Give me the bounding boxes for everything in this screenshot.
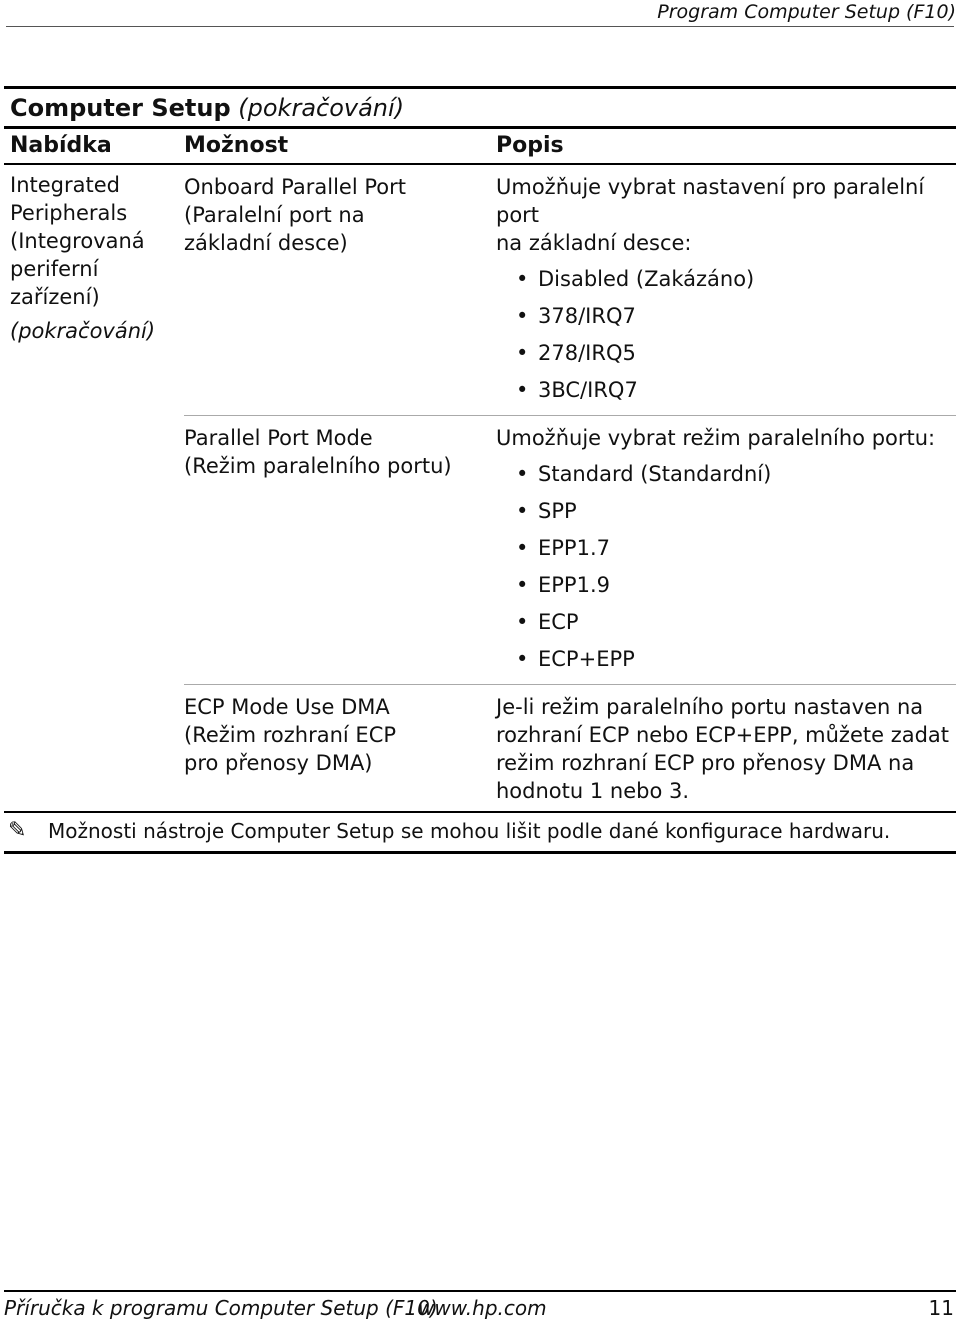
menu-continued: (pokračování) [10,319,156,343]
description-line: Je-li režim paralelního portu nastaven na [496,695,924,719]
table-row [184,684,956,811]
option-line: (Režim paralelního portu) [184,454,452,478]
list-item: • 3BC/IRQ7 [516,372,956,409]
menu-line: periferní [10,257,99,281]
footer-manual-title: Příručka k programu Computer Setup (F10) [4,1296,438,1320]
header-rule [6,26,954,27]
column-header-menu: Nabídka [10,133,112,158]
description-line: Umožňuje vybrat nastavení pro paralelní port [496,175,925,227]
description-cell [494,415,956,684]
description-cell [494,684,956,811]
list-item: • EPP1.9 [516,567,956,604]
pencil-icon: ✎ [8,818,27,843]
menu-line: Peripherals [10,201,128,225]
description-line: rozhraní ECP nebo ECP+EPP, můžete zadat [496,723,950,747]
setup-table [4,86,956,854]
table-title [4,86,956,126]
menu-line: (Integrovaná [10,229,145,253]
description-cell [494,165,956,415]
footer-website-link[interactable]: www.hp.com [418,1296,547,1320]
table-title-main: Computer Setup [10,94,231,122]
table-body [4,165,956,811]
table-row [184,415,956,684]
option-cell [184,165,494,415]
column-header-description: Popis [496,133,564,158]
option-line: Onboard Parallel Port [184,175,406,199]
table-title-continued: (pokračování) [238,94,405,122]
list-item: • ECP+EPP [516,641,956,678]
description-line: na základní desce: [496,231,692,255]
option-line: Parallel Port Mode [184,426,373,450]
column-headers [4,126,956,165]
list-item: • SPP [516,493,956,530]
option-line: (Režim rozhraní ECP [184,723,397,747]
list-item: • Standard (Standardní) [516,456,956,493]
bullet-list [496,456,956,678]
list-item: • Disabled (Zakázáno) [516,261,956,298]
option-rows [184,165,956,811]
option-line: základní desce) [184,231,348,255]
running-header: Program Computer Setup (F10) [657,1,956,23]
menu-line: Integrated [10,173,120,197]
list-item: • 278/IRQ5 [516,335,956,372]
option-cell [184,684,494,811]
list-item: • ECP [516,604,956,641]
column-header-option: Možnost [184,133,289,158]
note-text: Možnosti nástroje Computer Setup se mohou lišit podle dané konfigurace hardwaru. [48,819,891,843]
note [4,811,956,854]
option-line: pro přenosy DMA) [184,751,373,775]
description-line: hodnotu 1 nebo 3. [496,779,690,803]
menu-line: zařízení) [10,285,100,309]
page-footer [4,1294,954,1322]
menu-cell [4,165,184,811]
table-row [184,165,956,415]
footer-rule [4,1290,956,1292]
bullet-list [496,261,956,409]
description-line: režim rozhraní ECP pro přenosy DMA na [496,751,915,775]
list-item: • EPP1.7 [516,530,956,567]
description-line: Umožňuje vybrat režim paralelního portu: [496,426,936,450]
list-item: • 378/IRQ7 [516,298,956,335]
option-line: (Paralelní port na [184,203,365,227]
option-line: ECP Mode Use DMA [184,695,390,719]
option-cell [184,415,494,684]
page-number: 11 [928,1296,954,1320]
